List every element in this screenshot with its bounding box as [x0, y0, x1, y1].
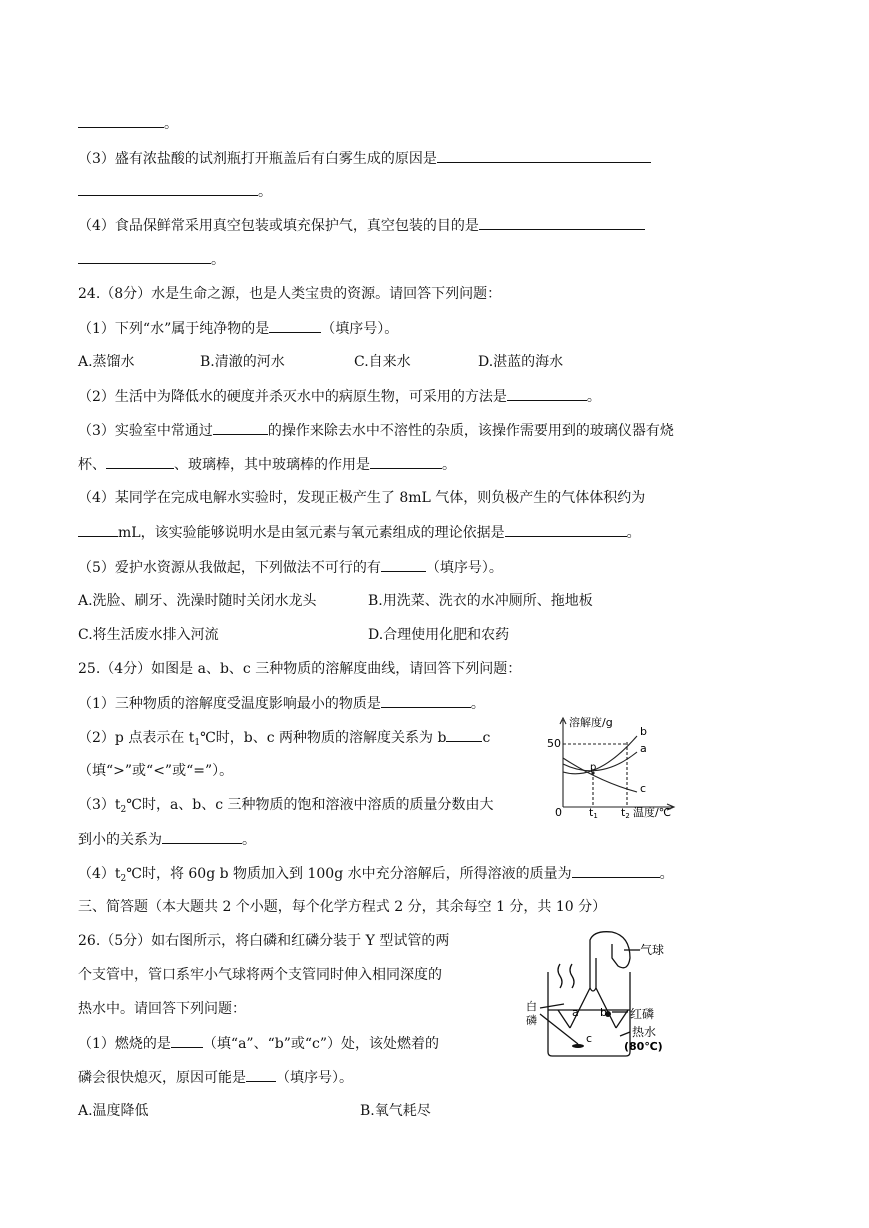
- x-tick-t2: t2: [621, 806, 630, 820]
- problem-24-heading: 24.（8分）水是生命之源，也是人类宝贵的资源。请回答下列问题：: [78, 286, 502, 302]
- problem-24-part-2: （2）生活中为降低水的硬度并杀灭水中的病原生物，可采用的方法是 。: [78, 386, 601, 407]
- answer-blank[interactable]: [78, 522, 118, 537]
- answer-blank[interactable]: [213, 420, 268, 435]
- option-b: B.清澈的河水: [200, 354, 285, 370]
- steam-icon: [558, 964, 562, 988]
- problem-24-part-3-cont: 杯、 、玻璃棒，其中玻璃棒的作用是 。: [78, 454, 456, 475]
- answer-blank[interactable]: [162, 829, 242, 844]
- problem-25-part-3-cont: 到小的关系为 。: [78, 829, 256, 850]
- option-d: D.合理使用化肥和农药: [368, 627, 510, 643]
- y-tube-apparatus-figure: [520, 928, 680, 1063]
- solubility-curve-figure: [545, 712, 685, 822]
- option-a: A.蒸馏水: [78, 354, 135, 370]
- y-axis-label: 溶解度/g: [569, 716, 613, 729]
- option-c: C.将生活废水排入河流: [78, 627, 219, 643]
- red-phosphorus-label: 红磷: [630, 1007, 655, 1021]
- y-tube-joint: [590, 988, 596, 991]
- white-phosphorus-label: 磷: [526, 1014, 537, 1027]
- answer-blank[interactable]: [106, 454, 174, 469]
- y-tick-50: 50: [547, 737, 561, 750]
- option-b: B.用洗菜、洗衣的水冲厕所、拖地板: [368, 593, 593, 609]
- curve-a: [563, 752, 637, 771]
- hot-water-pointer: [620, 1032, 630, 1036]
- problem-24-part-5: （5）爱护水资源从我做起，下列做法不可行的有 （填序号）。: [78, 557, 503, 578]
- white-phosphorus-pointer: [540, 1004, 564, 1008]
- answer-blank[interactable]: [572, 863, 660, 878]
- problem-26-part-1-cont: 磷会很快熄灭，原因可能是 （填序号）。: [78, 1067, 353, 1088]
- answer-blank[interactable]: [370, 454, 442, 469]
- problem-26-heading: 26.（5分）如右图所示，将白磷和红磷分装于 Y 型试管的两: [78, 933, 450, 949]
- answer-blank[interactable]: [446, 727, 482, 742]
- curve-a-label: a: [640, 742, 647, 755]
- answer-line-1: 。: [78, 113, 178, 134]
- answer-blank[interactable]: [171, 1033, 203, 1048]
- problem-26-line-3: 热水中。请回答下列问题：: [78, 1001, 246, 1017]
- answer-blank[interactable]: [507, 386, 587, 401]
- problem-25-part-2-cont: （填“>”或“<”或“=”）。: [78, 763, 234, 779]
- problem-25-part-4: $(4)t_2℃$时，将 60g b 物质加入到 100g 水中充分溶解后，所得溶液的质量为 。: [78, 863, 674, 889]
- hot-water-label: 热水: [632, 1025, 657, 1039]
- x-axis-label: 温度/℃: [633, 806, 672, 819]
- label-c: c: [586, 1032, 593, 1045]
- problem-26-line-2: 个支管中，管口系牢小气球将两个支管同时伸入相同深度的: [78, 967, 442, 983]
- option-d: D.湛蓝的海水: [478, 354, 564, 370]
- problem-25-part-3: $(3)t_2℃$时，a、b、c 三种物质的饱和溶液中溶质的质量分数由大: [78, 797, 494, 815]
- answer-blank[interactable]: [381, 693, 471, 708]
- answer-blank[interactable]: [246, 1067, 276, 1082]
- answer-blank[interactable]: [269, 318, 321, 333]
- curve-b-label: b: [640, 725, 647, 738]
- problem-25-part-1: （1）三种物质的溶解度受温度影响最小的物质是 。: [78, 693, 485, 714]
- problem-24-part-3: （3）实验室中常通过 的操作来除去水中不溶性的杂质，该操作需要用到的玻璃仪器有烧: [78, 420, 674, 441]
- problem-24-part-1: （1）下列“水”属于纯净物的是 （填序号）。: [78, 318, 398, 339]
- answer-blank[interactable]: [479, 215, 645, 230]
- problem-24-part-4-cont: mL，该实验能够说明水是由氢元素与氧元素组成的理论依据是 。: [78, 522, 641, 543]
- temperature-label: (80℃): [624, 1040, 663, 1053]
- answer-blank[interactable]: [78, 181, 258, 196]
- y-tube-branches: [558, 1010, 628, 1028]
- problem-25-heading: 25.（4分）如图是 a、b、c 三种物质的溶解度曲线，请回答下列问题：: [78, 661, 522, 677]
- white-phosphorus-label: 白: [526, 1000, 537, 1013]
- question-4-cont: 。: [78, 249, 225, 270]
- option-b: B.氧气耗尽: [360, 1103, 431, 1119]
- answer-blank[interactable]: [437, 148, 651, 163]
- option-c: C.自来水: [354, 354, 411, 370]
- question-4: （4）食品保鲜常采用真空包装或填充保护气，真空包装的目的是: [78, 215, 645, 236]
- origin-label: 0: [555, 806, 562, 819]
- question-3-cont: 。: [78, 181, 272, 202]
- answer-blank[interactable]: [78, 113, 164, 128]
- point-p-label: p: [590, 762, 597, 773]
- option-a: A.温度降低: [78, 1103, 149, 1119]
- problem-24-part-4: （4）某同学在完成电解水实验时，发现正极产生了 8mL 气体，则负极产生的气体体积约为: [78, 490, 646, 506]
- problem-26-part-1: （1）燃烧的是 （填“a”、“b”或“c”）处，该处燃着的: [78, 1033, 439, 1054]
- problem-25-part-2: （2）p 点表示在 $t_1℃$时，b、c 两种物质的溶解度关系为 b c: [78, 727, 490, 753]
- answer-blank[interactable]: [78, 249, 211, 264]
- question-3: （3）盛有浓盐酸的试剂瓶打开瓶盖后有白雾生成的原因是: [78, 148, 651, 169]
- label-a: a: [572, 1006, 579, 1019]
- label-b: b: [600, 1006, 607, 1019]
- curve-c: [563, 758, 637, 792]
- section-3-heading: 三、简答题（本大题共 2 个小题，每个化学方程式 2 分，其余每空 1 分，共 10 分）: [78, 899, 607, 915]
- option-a: A.洗脸、刷牙、洗澡时随时关闭水龙头: [78, 593, 317, 609]
- steam-icon: [570, 964, 574, 988]
- white-phosphorus-in-water: [572, 1044, 584, 1048]
- balloon-label: 气球: [640, 943, 665, 957]
- curve-c-label: c: [640, 782, 647, 795]
- x-tick-t1: t1: [589, 806, 598, 820]
- answer-blank[interactable]: [505, 522, 627, 537]
- answer-blank[interactable]: [381, 557, 426, 572]
